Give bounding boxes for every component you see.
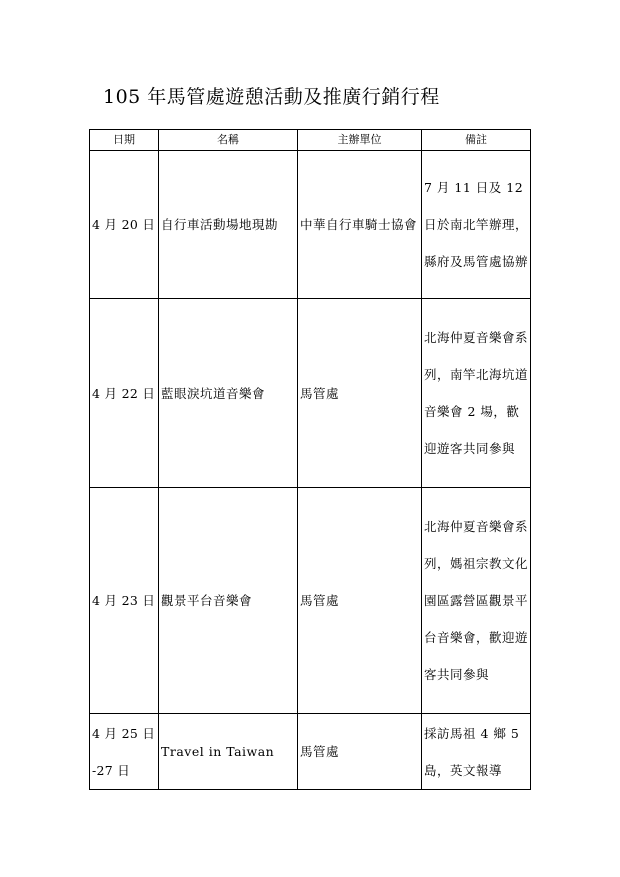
row-date: 4 月 22 日 xyxy=(90,299,159,488)
row-organizer: 馬管處 xyxy=(298,714,422,790)
row-date-line2: -27 日 xyxy=(92,762,131,778)
row-organizer: 中華自行車騎士協會 xyxy=(298,151,422,299)
header-remarks: 備註 xyxy=(422,130,531,151)
row-date-line1: 4 月 25 日 xyxy=(92,725,156,741)
row-date: 4 月 23 日 xyxy=(90,488,159,714)
row-name: Travel in Taiwan xyxy=(159,714,298,790)
row-name: 觀景平台音樂會 xyxy=(159,488,298,714)
row-organizer: 馬管處 xyxy=(298,299,422,488)
row-organizer: 馬管處 xyxy=(298,488,422,714)
row-date: 4 月 20 日 xyxy=(90,151,159,299)
schedule-table xyxy=(89,129,531,790)
row-remarks: 北海仲夏音樂會系列，南竿北海坑道音樂會 2 場，歡迎遊客共同參與 xyxy=(422,299,531,488)
document-title: 105 年馬管處遊憩活動及推廣行銷行程 xyxy=(103,86,440,108)
row-remarks: 7 月 11 日及 12 日於南北竿辦理，縣府及馬管處協辦 xyxy=(422,151,531,299)
header-date: 日期 xyxy=(90,130,159,151)
row-remarks: 北海仲夏音樂會系列，媽祖宗教文化園區露營區觀景平台音樂會，歡迎遊客共同參與 xyxy=(422,488,531,714)
table-row xyxy=(90,714,531,790)
table-header-row xyxy=(90,130,531,151)
table-row xyxy=(90,151,531,299)
header-name: 名稱 xyxy=(159,130,298,151)
row-name: 自行車活動場地現勘 xyxy=(159,151,298,299)
table-row xyxy=(90,488,531,714)
row-date xyxy=(90,714,159,790)
row-remarks: 採訪馬祖 4 鄉 5 島，英文報導 xyxy=(422,714,531,790)
table-row xyxy=(90,299,531,488)
row-name: 藍眼淚坑道音樂會 xyxy=(159,299,298,488)
header-organizer: 主辦單位 xyxy=(298,130,422,151)
